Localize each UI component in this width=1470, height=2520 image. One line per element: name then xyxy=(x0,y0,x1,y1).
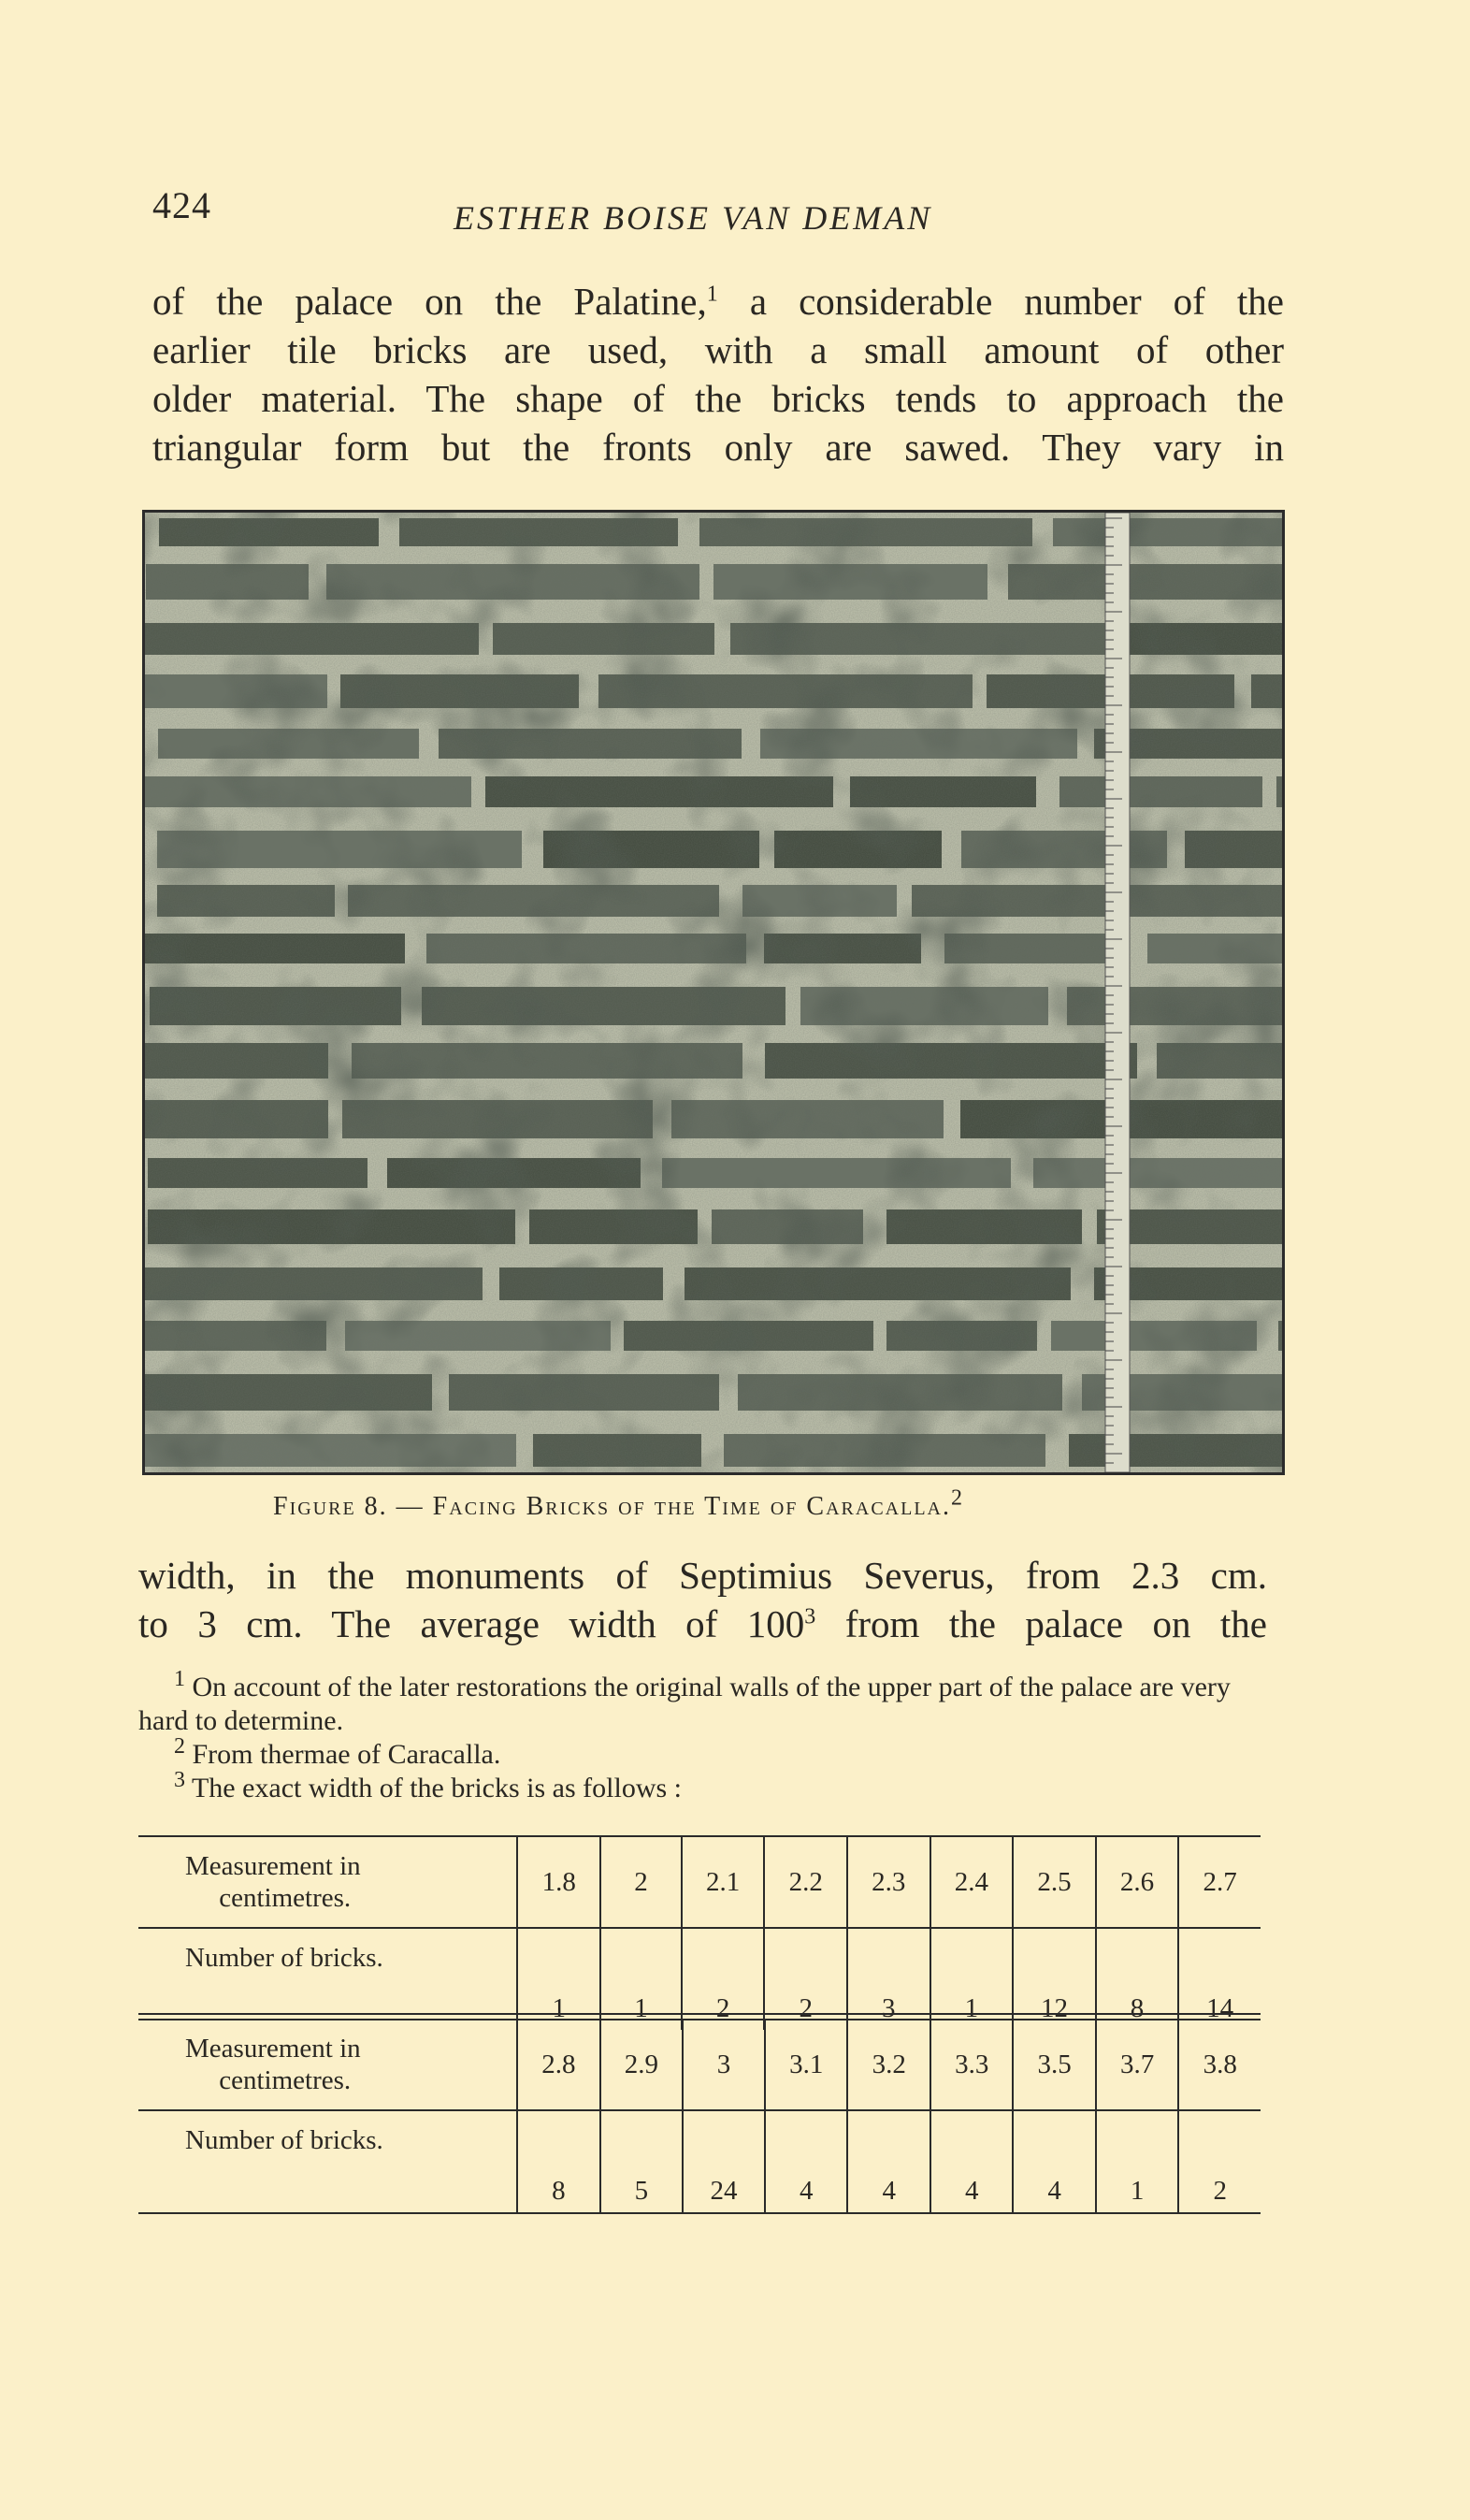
table-cell: 2 xyxy=(764,1928,847,2030)
table-cell: 8 xyxy=(1096,1928,1179,2030)
table-cell: 3.7 xyxy=(1096,2020,1178,2110)
paragraph-line: earlier tile bricks are used, with a small amount of other xyxy=(152,328,1284,371)
measurement-row xyxy=(138,1837,1261,1928)
row-label: Number of bricks. xyxy=(185,1943,383,1973)
footnote-ref: 2 xyxy=(951,1485,964,1511)
table-cell: 2.4 xyxy=(930,1837,1014,1928)
count-row xyxy=(138,2110,1261,2212)
table-cell: 1 xyxy=(1096,2110,1178,2212)
table-cell: 1 xyxy=(930,1928,1014,2030)
page-number: 424 xyxy=(152,184,211,226)
table-cell: 2.7 xyxy=(1178,1837,1261,1928)
table-cell: 4 xyxy=(847,2110,930,2212)
brick-width-table-part-1 xyxy=(138,1835,1261,2030)
figure-caption: Figure 8. — Facing Bricks of the Time of Caracalla.$^2$ xyxy=(273,1485,964,1521)
table-cell: 2 xyxy=(682,1928,765,2030)
footnote-3: $^3$ The exact width of the bricks is as follows : xyxy=(174,1768,683,1803)
table-cell: 2.8 xyxy=(517,2020,599,2110)
table-cell: 2.2 xyxy=(764,1837,847,1928)
row-label: Measurement in centimetres. xyxy=(138,2020,517,2110)
table-cell: 2.1 xyxy=(682,1837,765,1928)
footnote-1: $^1$ On account of the later restorations the original walls of the upper part of the palace are very hard to determine. xyxy=(138,1667,1231,1736)
paragraph-line: width, in the monuments of Septimius Severus, from 2.3 cm. xyxy=(138,1554,1267,1597)
footnote-ref: 1 xyxy=(706,282,718,307)
table-cell: 3.1 xyxy=(765,2020,847,2110)
table-cell: 1.8 xyxy=(517,1837,600,1928)
table-cell: 2.6 xyxy=(1096,1837,1179,1928)
table-cell: 2 xyxy=(600,1837,682,1928)
row-label: Number of bricks. xyxy=(185,2125,383,2155)
running-head: ESTHER BOISE VAN DEMAN xyxy=(454,199,933,237)
paragraph-line: triangular form but the fronts only are sawed. They vary in xyxy=(152,426,1284,469)
table-cell: 3.5 xyxy=(1013,2020,1095,2110)
brick-wall-image xyxy=(145,513,1282,1472)
measurement-row xyxy=(138,2020,1261,2110)
table-cell: 4 xyxy=(765,2110,847,2212)
paragraph-1 xyxy=(152,277,1284,471)
table-cell: 8 xyxy=(517,2110,599,2212)
table-cell: 2.5 xyxy=(1013,1837,1096,1928)
paragraph-2 xyxy=(138,1551,1267,1648)
footnote-ref: 3 xyxy=(804,1604,816,1629)
table-cell: 3 xyxy=(683,2020,765,2110)
table-cell: 2 xyxy=(1178,2110,1261,2212)
brick-wall-photograph xyxy=(142,510,1285,1475)
paragraph-line: older material. The shape of the bricks tends to approach the xyxy=(152,377,1284,420)
table-cell: 4 xyxy=(1013,2110,1095,2212)
table-cell: 1 xyxy=(517,1928,600,2030)
table-cell: 3.3 xyxy=(930,2020,1013,2110)
table-cell: 4 xyxy=(930,2110,1013,2212)
table-cell: 5 xyxy=(600,2110,683,2212)
table-cell: 3.2 xyxy=(847,2020,930,2110)
table-cell: 1 xyxy=(600,1928,682,2030)
row-label: Measurement in centimetres. xyxy=(138,1837,517,1928)
paragraph-line: of the palace on the Palatine,$^1$ a considerable number of the xyxy=(152,280,1284,323)
footnotes xyxy=(138,1667,1270,1805)
table-cell: 2.9 xyxy=(600,2020,683,2110)
measuring-rule xyxy=(1105,513,1130,1472)
brick-width-table-part-2 xyxy=(138,2020,1261,2214)
table-cell: 12 xyxy=(1013,1928,1096,2030)
footnote-2: $^2$ From thermae of Caracalla. xyxy=(174,1734,501,1770)
table-cell: 14 xyxy=(1178,1928,1261,2030)
table-cell: 2.3 xyxy=(847,1837,930,1928)
table-cell: 24 xyxy=(683,2110,765,2212)
table-cell: 3.8 xyxy=(1178,2020,1261,2110)
table-cell: 3 xyxy=(847,1928,930,2030)
paragraph-line: to 3 cm. The average width of $100^3$ from the palace on the xyxy=(138,1602,1267,1645)
